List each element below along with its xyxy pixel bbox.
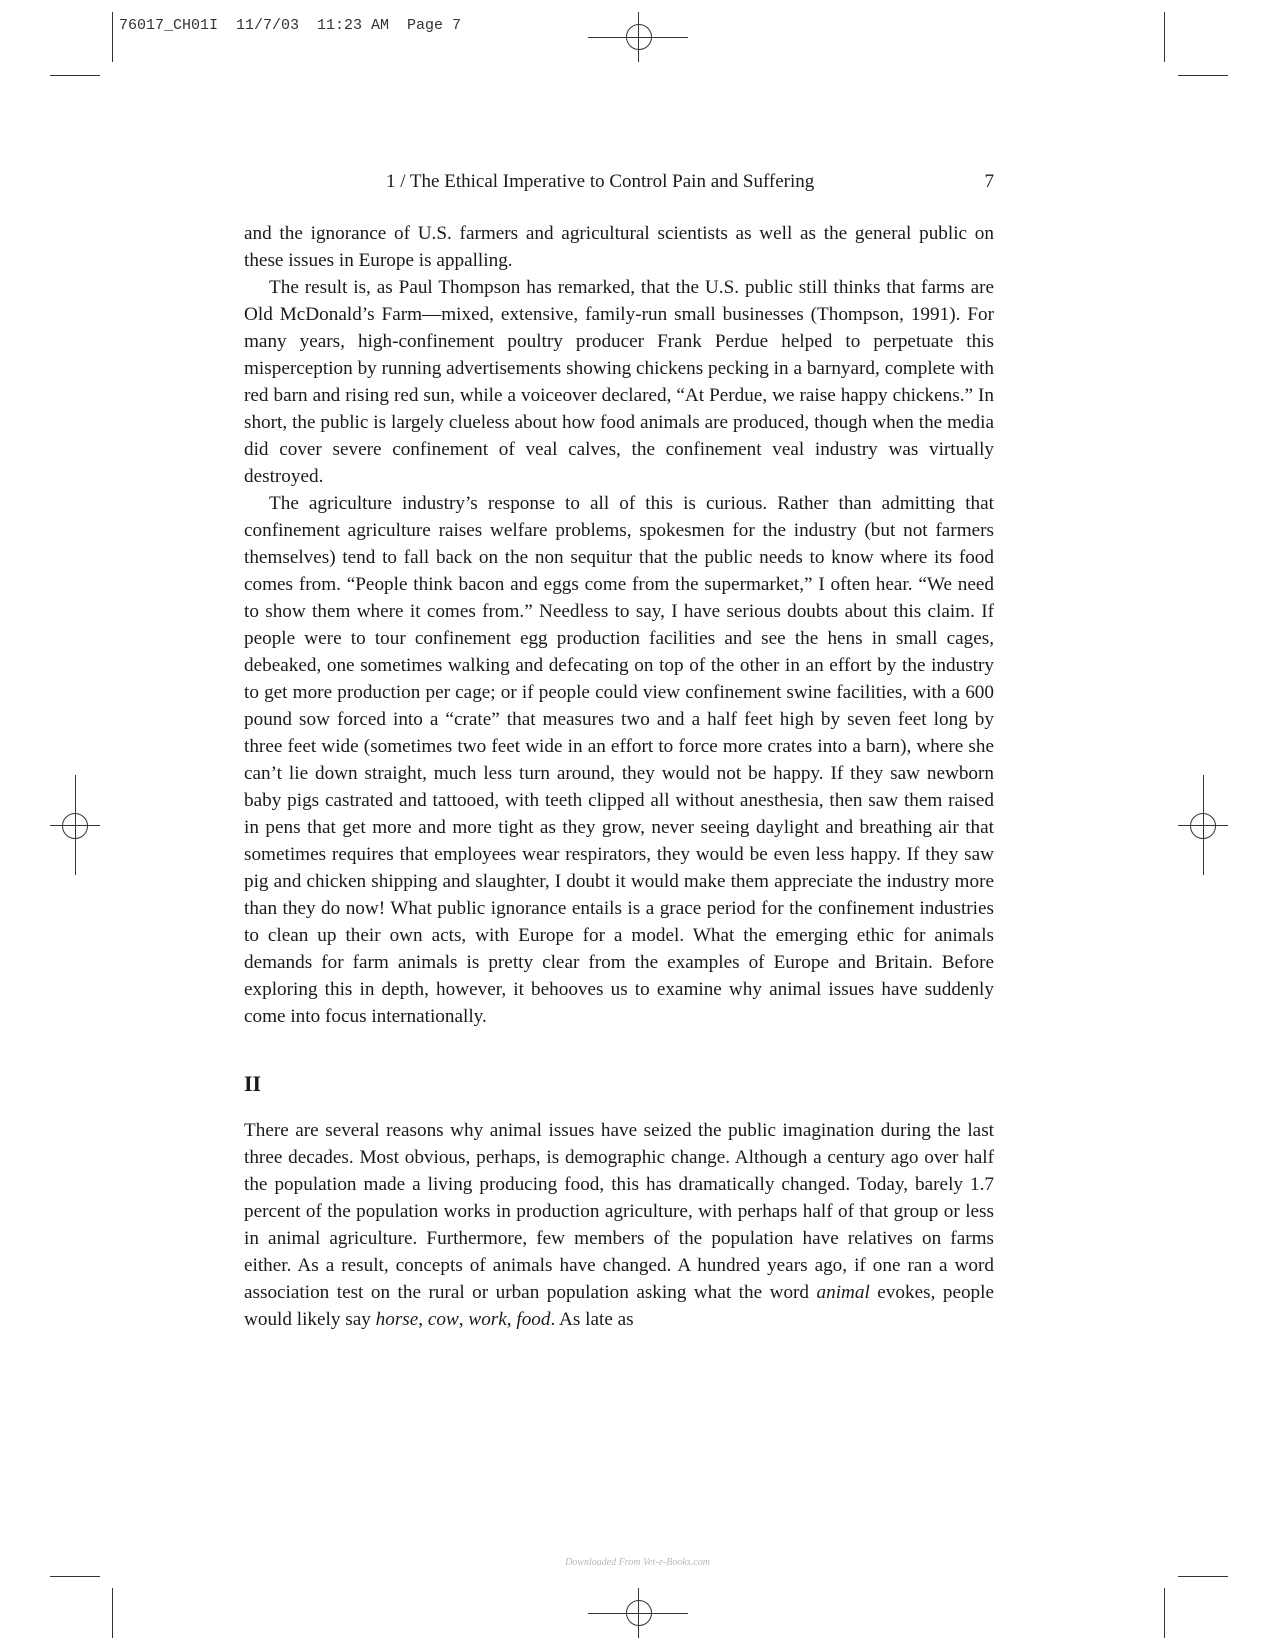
crop-mark-top-right-vertical — [1164, 12, 1165, 62]
separator: , — [418, 1309, 428, 1330]
emphasis-animal: animal — [816, 1282, 870, 1303]
crop-mark-top-left-horizontal — [50, 75, 100, 76]
emphasis-food: food — [516, 1309, 551, 1330]
paragraph: The result is, as Paul Thompson has remarked, that the U.S. public still thinks that farms are Old McDonald’s Farm—mixed, extensive, family-run small businesses (Thompson, 1991). For many years, high-confinement poultry producer Frank Perdue helped to perpetuate this misperception by running advertisements showing chickens pecking in a barnyard, complete with red barn and rising red sun, while a voiceover declared, “At Perdue, we raise happy chickens.” In short, the public is largely clueless about how food animals are produced, though when the media did cover severe confinement of veal calves, the confinement veal industry was virtually destroyed. — [244, 277, 994, 487]
section-heading: II — [244, 1071, 262, 1096]
crop-mark-bottom-left-horizontal — [50, 1576, 100, 1577]
emphasis-horse: horse — [375, 1309, 419, 1330]
registration-mark-left — [50, 775, 100, 875]
registration-mark-bottom — [588, 1588, 688, 1638]
emphasis-cow: cow — [427, 1309, 459, 1330]
emphasis-work: work — [468, 1309, 507, 1330]
crop-mark-bottom-right-horizontal — [1178, 1576, 1228, 1577]
printer-slug: 76017_CH01I 11/7/03 11:23 AM Page 7 — [119, 17, 462, 34]
page-number: 7 — [984, 171, 994, 192]
separator: , — [506, 1309, 517, 1330]
text-run: evokes, people would likely say — [244, 1282, 994, 1330]
crop-mark-top-left-vertical — [112, 12, 113, 62]
crop-mark-bottom-left-vertical — [112, 1588, 113, 1638]
section-paragraph — [244, 1117, 994, 1333]
text-run: There are several reasons why animal issues have seized the public imagination during the last three decades. Most obvious, perhaps, is demographic change. Although a century ago over half the population made a living producing food, this has dramatically changed. Today, barely 1.7 percent of the population works in production agriculture, with perhaps half of that group or less in animal agriculture. Furthermore, few members of the population have relatives on farms either. As a result, concepts of animals have changed. A hundred years ago, if one ran a word association test on the rural or urban population asking what the word — [244, 1120, 994, 1303]
crop-mark-bottom-right-vertical — [1164, 1588, 1165, 1638]
page-body — [244, 220, 994, 1333]
watermark: Downloaded From Vet-e-Books.com — [565, 1557, 710, 1568]
registration-mark-right — [1178, 775, 1228, 875]
paragraph: and the ignorance of U.S. farmers and agricultural scientists as well as the general public on these issues in Europe is appalling. — [244, 223, 994, 271]
registration-mark-top — [588, 12, 688, 62]
crop-mark-top-right-horizontal — [1178, 75, 1228, 76]
separator: , — [458, 1309, 469, 1330]
text-run: . As late as — [550, 1309, 634, 1330]
paragraph: The agriculture industry’s response to all of this is curious. Rather than admitting that confinement agriculture raises welfare problems, spokesmen for the industry (but not farmers themselves) tend to fall back on the non sequitur that the public needs to know where its food comes from. “People think bacon and eggs come from the supermarket,” I often hear. “We need to show them where it comes from.” Needless to say, I have serious doubts about this claim. If people were to tour confinement egg production facilities and see the hens in small cages, debeaked, one sometimes walking and defecating on top of the other in an effort by the industry to get more production per cage; or if people could view confinement swine facilities, with a 600 pound sow forced into a “crate” that measures two and a half feet high by seven feet long by three feet wide (sometimes two feet wide in an effort to force more crates into a barn), where she can’t lie down straight, much less turn around, they would not be happy. If they saw newborn baby pigs castrated and tattooed, with teeth clipped all without anesthesia, then saw them raised in pens that get more and more tight as they grow, never seeing daylight and breathing air that sometimes requires that employees wear respirators, they would be even less happy. If they saw pig and chicken shipping and slaughter, I doubt it would make them appreciate the industry more than they do now! What public ignorance entails is a grace period for the confinement industries to clean up their own acts, with Europe for a model. What the emerging ethic for animals demands for farm animals is pretty clear from the examples of Europe and Britain. Before exploring this in depth, however, it behooves us to examine why animal issues have suddenly come into focus internationally. — [244, 493, 994, 1027]
running-head-title: 1 / The Ethical Imperative to Control Pain and Suffering — [386, 171, 815, 192]
